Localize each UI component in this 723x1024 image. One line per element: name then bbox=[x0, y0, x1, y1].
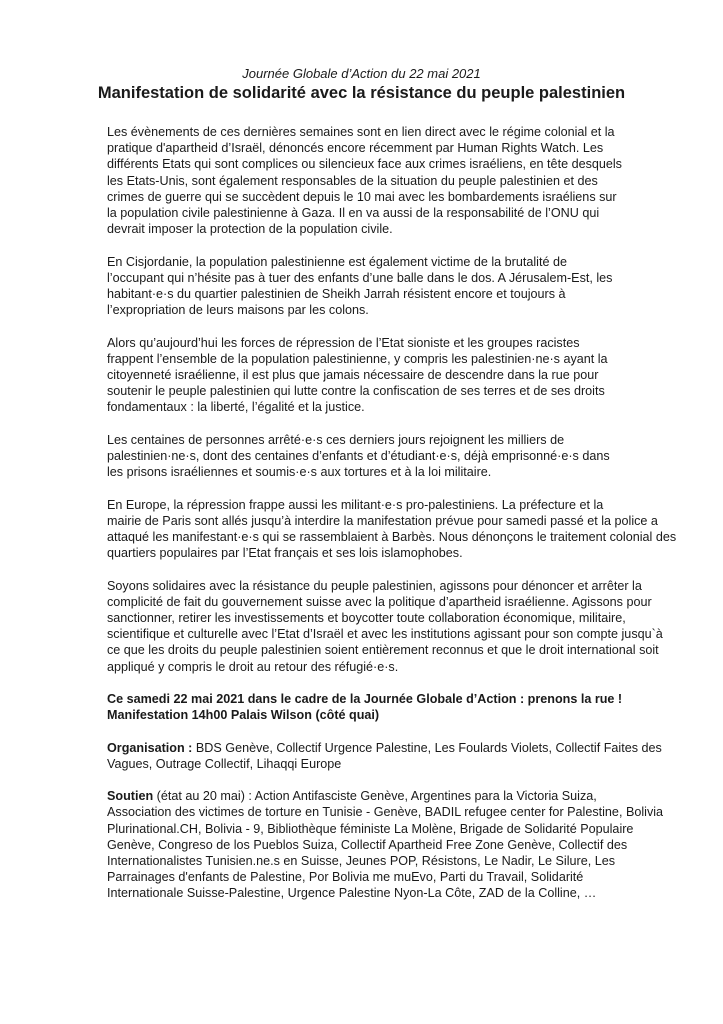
body-paragraph bbox=[107, 497, 677, 562]
organisation-text: BDS Genève, Collectif Urgence Palestine, Les Foulards Violets, Collectif Faites des bbox=[192, 740, 662, 755]
body-paragraph bbox=[107, 335, 627, 416]
document-body bbox=[107, 124, 677, 918]
body-paragraph bbox=[107, 578, 663, 675]
body-paragraph bbox=[107, 254, 627, 319]
paragraph-line: Les centaines de personnes arrêté·e·s ces derniers jours rejoignent les milliers de bbox=[107, 432, 565, 447]
paragraph-line: crimes de guerre qui se succèdent depuis le 10 mai avec les bombardements israéliens sur bbox=[107, 189, 617, 204]
paragraph-line: devrait imposer la protection de la population civile. bbox=[107, 222, 393, 237]
body-paragraph bbox=[107, 124, 627, 237]
soutien-text: Internationalistes Tunisien.ne.s en Suisse, Jeunes POP, Résistons, Le Nadir, Le Silure, Les bbox=[107, 854, 616, 869]
paragraph-line: palestinien·ne·s, dont des centaines d’enfants et d’étudiant·e·s, déjà emprisonné·e·s dans bbox=[107, 449, 610, 464]
paragraph-line: fondamentaux : la liberté, l’égalité et la justice. bbox=[107, 400, 365, 415]
soutien-text: Association des victimes de torture en Tunisie - Genève, BADIL refugee center for Palestine, Bolivia bbox=[107, 805, 664, 820]
soutien-text: (état au 20 mai) : Action Antifasciste Genève, Argentines para la Victoria Suiza, bbox=[153, 789, 597, 804]
paragraph-line: En Cisjordanie, la population palestinienne est également victime de la brutalité de bbox=[107, 254, 567, 269]
organisation-text: Vagues, Outrage Collectif, Lihaqqi Europe bbox=[107, 756, 342, 771]
paragraph-line: l’occupant qui n’hésite pas à tuer des enfants d’une balle dans le dos. A Jérusalem-Est, les bbox=[107, 270, 613, 285]
paragraph-line: ce que les droits du peuple palestinien soient entièrement reconnus et que le droit international soit bbox=[107, 643, 659, 658]
paragraph-line: scientifique et culturelle avec l’Etat d’Israël et avec les institutions agissant pour son compte jusqu`à bbox=[107, 627, 663, 642]
paragraph-line: sanctionner, retirer les investissements et boycotter toute collaboration économique, militaire, bbox=[107, 611, 626, 626]
soutien-text: Parrainages d'enfants de Palestine, Por Bolivia me muEvo, Parti du Travail, Solidarité bbox=[107, 870, 584, 885]
soutien-text: Genève, Congreso de los Pueblos Suiza, Collectif Apartheid Free Zone Genève, Collectif des bbox=[107, 837, 628, 852]
page-title: Manifestation de solidarité avec la résistance du peuple palestinien bbox=[97, 84, 626, 102]
paragraph-line: la population civile palestinienne à Gaza. Il en va aussi de la responsabilité de l’ONU qui bbox=[107, 206, 600, 221]
paragraph-line: attaqué les manifestant·e·s qui se rassemblaient à Barbès. Nous dénonçons le traitement colonial des bbox=[107, 530, 677, 545]
paragraph-line: habitant·e·s du quartier palestinien de Sheikh Jarrah résistent encore et toujours à bbox=[107, 287, 566, 302]
body-paragraph bbox=[107, 432, 627, 481]
paragraph-line: les prisons israéliennes et soumis·e·s aux tortures et à la loi militaire. bbox=[107, 465, 492, 480]
paragraph-line: En Europe, la répression frappe aussi les militant·e·s pro-palestiniens. La préfecture et la bbox=[107, 497, 604, 512]
paragraph-line: complicité de fait du gouvernement suisse avec la politique d’apartheid israélienne. Agissons pour bbox=[107, 594, 652, 609]
paragraph-line: soutenir le peuple palestinien qui lutte contre la confiscation de ses terres et de ses droits bbox=[107, 384, 605, 399]
paragraph-line: quartiers populaires par l’Etat français et ses lois islamophobes. bbox=[107, 546, 463, 561]
soutien-label: Soutien bbox=[107, 789, 154, 804]
organisation-label: Organisation : bbox=[107, 740, 193, 755]
paragraph-line: Soyons solidaires avec la résistance du peuple palestinien, agissons pour dénoncer et arrêter la bbox=[107, 578, 642, 593]
paragraph-line: appliqué y compris le droit au retour des réfugié·e·s. bbox=[107, 659, 399, 674]
cta-line: Manifestation 14h00 Palais Wilson (côté quai) bbox=[107, 708, 380, 723]
soutien-text: Plurinational.CH, Bolivia - 9, Bibliothèque féministe La Molène, Brigade de Solidarité Populaire bbox=[107, 821, 634, 836]
paragraph-line: différents Etats qui sont complices ou silencieux face aux crimes israéliens, en tête desquels bbox=[107, 157, 622, 172]
paragraph-line: mairie de Paris sont allés jusqu’à interdire la manifestation prévue pour samedi passé et la police a bbox=[107, 513, 658, 528]
paragraph-line: Les évènements de ces dernières semaines sont en lien direct avec le régime colonial et la bbox=[107, 125, 615, 139]
body-paragraphs bbox=[107, 124, 677, 675]
soutien-paragraph bbox=[107, 788, 664, 901]
paragraph-line: citoyenneté israélienne, il est plus que jamais nécessaire de descendre dans la rue pour bbox=[107, 368, 599, 383]
paragraph-line: l’expropriation de leurs maisons par les colons. bbox=[107, 303, 369, 318]
paragraph-line: les Etats-Unis, sont également responsables de la situation du peuple palestinien et des bbox=[107, 173, 598, 188]
soutien-text: Internationale Suisse-Palestine, Urgence Palestine Nyon-La Côte, ZAD de la Colline, … bbox=[107, 886, 597, 901]
paragraph-line: Alors qu’aujourd’hui les forces de répression de l’Etat sioniste et les groupes racistes bbox=[107, 335, 580, 350]
organisation-paragraph bbox=[107, 740, 662, 772]
cta-line: Ce samedi 22 mai 2021 dans le cadre de la Journée Globale d’Action : prenons la rue ! bbox=[107, 692, 623, 707]
call-to-action bbox=[107, 691, 627, 723]
paragraph-line: frappent l’ensemble de la population palestinienne, y compris les palestinien·ne·s ayant la bbox=[107, 351, 608, 366]
paragraph-line: pratique d'apartheid d’Israël, dénoncés encore récemment par Human Rights Watch. Les bbox=[107, 141, 604, 156]
event-subtitle: Journée Globale d’Action du 22 mai 2021 bbox=[242, 66, 481, 81]
